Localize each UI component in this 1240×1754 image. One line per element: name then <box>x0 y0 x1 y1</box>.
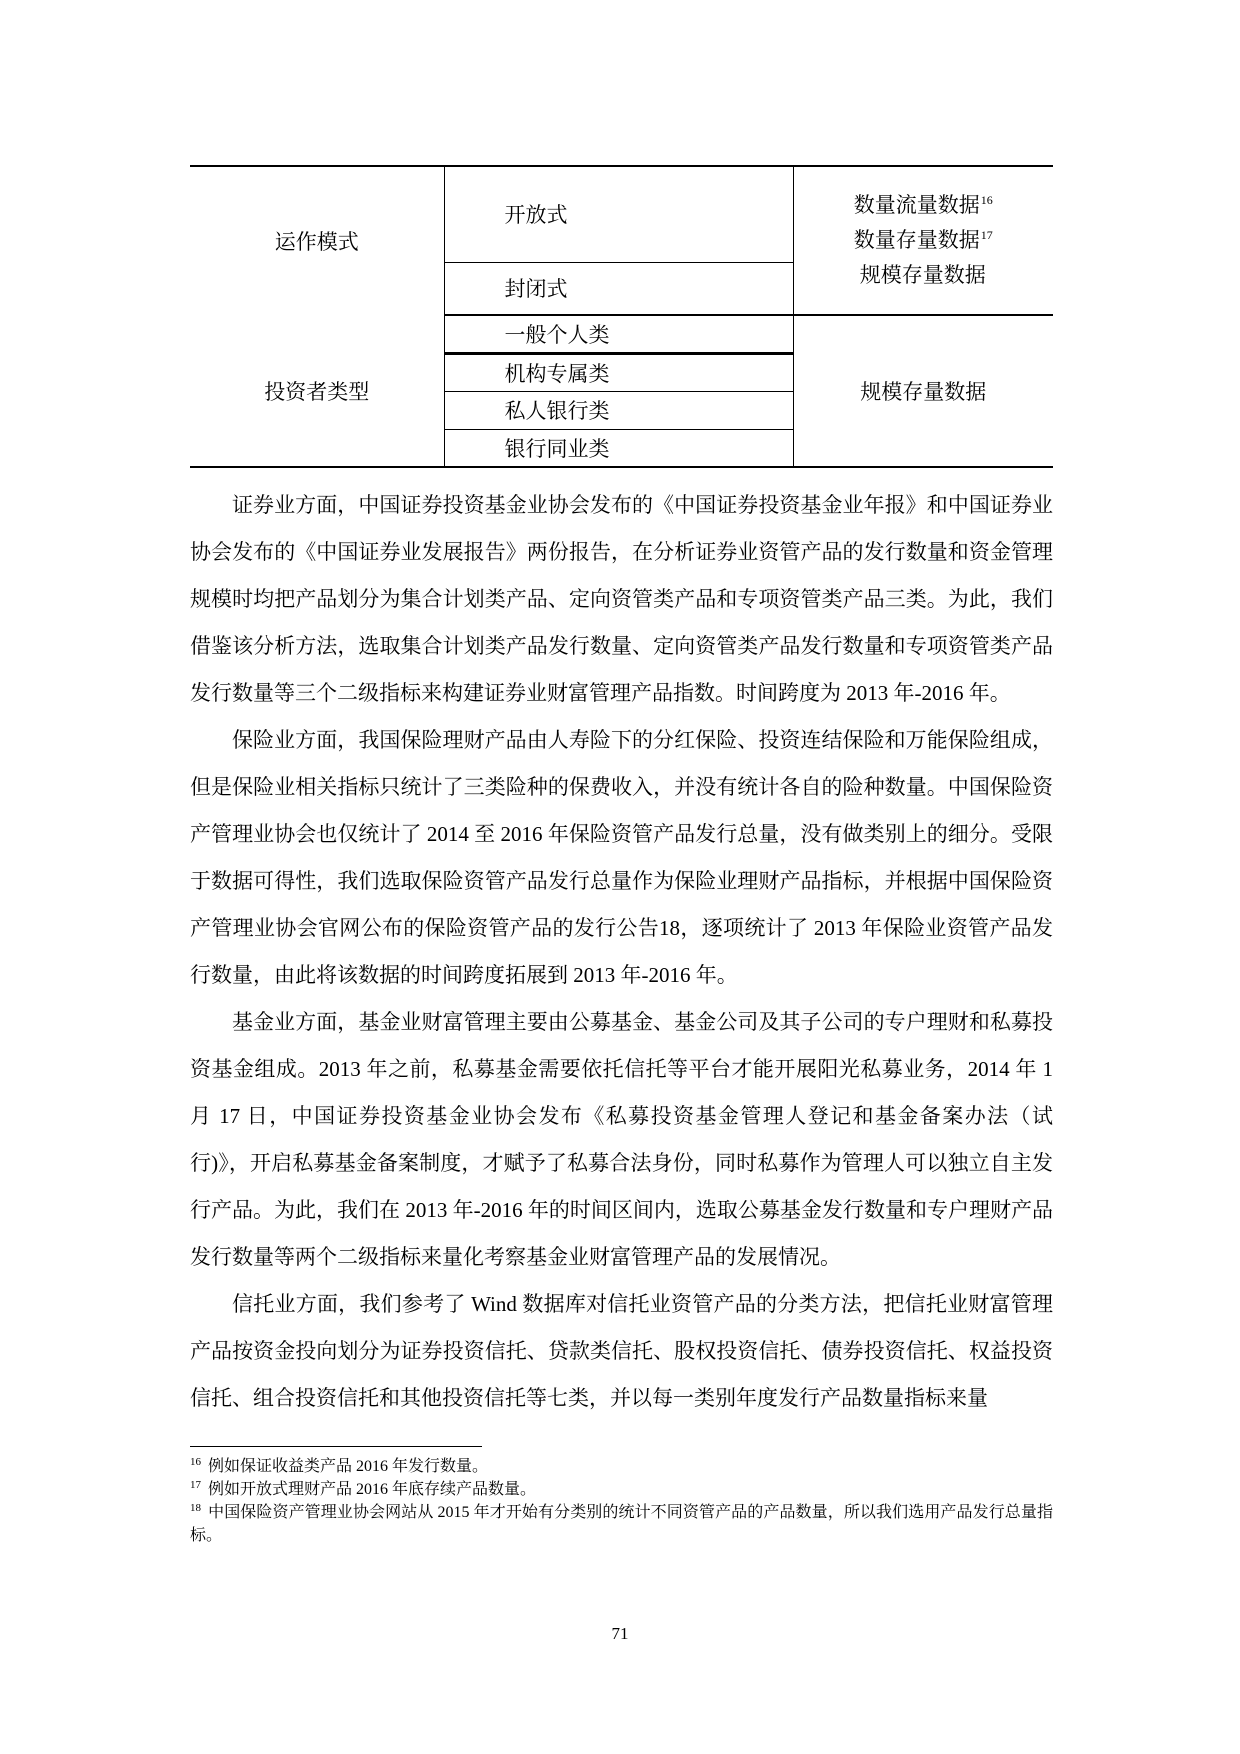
footnotes-section <box>190 1446 1053 1547</box>
footnote-marker: 18 <box>190 1501 201 1514</box>
footnote-marker: 17 <box>190 1478 201 1491</box>
table-cell-subtype-private-banking: 私人银行类 <box>444 391 793 429</box>
indicator-text: 数量流量数据 <box>853 193 980 217</box>
indicator-footnote-ref: 16 <box>980 193 993 207</box>
table-cell-subtype-closed-end: 封闭式 <box>444 262 793 315</box>
footnote-17 <box>190 1478 1053 1501</box>
body-paragraph-securities: 证券业方面，中国证券投资基金业协会发布的《中国证券投资基金业年报》和中国证券业协会发布的《中国证券业发展报告》两份报告，在分析证券业资管产品的发行数量和资金管理规模时均把产品划分为集合计划类产品、定向资管类产品和专项资管类产品三类。为此，我们借鉴该分析方法，选取集合计划类产品发行数量、定向资管类产品发行数量和专项资管类产品发行数量等三个二级指标来构建证券业财富管理产品指数。时间跨度为 2013 年-2016 年。 <box>190 493 1053 705</box>
indicator-table <box>190 165 1053 468</box>
indicator-line <box>794 223 1054 258</box>
table-row <box>190 166 1053 262</box>
body-paragraph-insurance: 保险业方面，我国保险理财产品由人寿险下的分红保险、投资连结保险和万能保险组成，但是保险业相关指标只统计了三类险种的保费收入，并没有统计各自的险种数量。中国保险资产管理业协会也仅统计了 2014 至 2016 年保险资管产品发行总量，没有做类别上的细分。受限于数据可得性，我们选取保险资管产品发行总量作为保险业理财产品指标，并根据中国保险资产管理业协会官网公布的保险资管产品的发行公告18，逐项统计了 2013 年保险业资管产品发行数量，由此将该数据的时间跨度拓展到 2013 年-2016 年。 <box>190 728 1053 987</box>
footnote-text: 例如保证收益类产品 2016 年发行数量。 <box>208 1458 489 1475</box>
footnote-16 <box>190 1455 1053 1478</box>
table-cell-indicators-investor-type: 规模存量数据 <box>860 380 987 404</box>
table-cell-subtype-interbank: 银行同业类 <box>444 429 793 467</box>
table-row <box>190 315 1053 353</box>
body-paragraph-trust: 信托业方面，我们参考了 Wind 数据库对信托业资管产品的分类方法，把信托业财富管理产品按资金投向划分为证券投资信托、贷款类信托、股权投资信托、债券投资信托、权益投资信托、组合投资信托和其他投资信托等七类，并以每一类别年度发行产品数量指标来量 <box>190 1292 1053 1410</box>
footnote-text: 例如开放式理财产品 2016 年底存续产品数量。 <box>208 1481 537 1498</box>
footnote-separator <box>190 1446 482 1447</box>
footnote-text: 中国保险资产管理业协会网站从 2015 年才开始有分类别的统计不同资管产品的产品数量，所以我们选用产品发行总量指标。 <box>190 1504 1053 1544</box>
body-text <box>190 482 1053 1422</box>
table-cell-category-operation-mode: 运作模式 <box>190 166 444 315</box>
page-number: 71 <box>611 1624 629 1643</box>
table-cell-indicators-operation-mode <box>793 166 1053 315</box>
indicator-text: 数量存量数据 <box>853 228 980 252</box>
footnote-marker: 16 <box>190 1455 201 1468</box>
indicator-footnote-ref: 17 <box>980 228 993 242</box>
table-cell-subtype-institution-exclusive: 机构专属类 <box>444 353 793 391</box>
table-cell-subtype-general-individual: 一般个人类 <box>444 315 793 353</box>
table-cell-category-investor-type: 投资者类型 <box>190 315 444 467</box>
indicator-line <box>794 258 1054 293</box>
indicator-line <box>794 188 1054 223</box>
indicator-text: 规模存量数据 <box>859 263 986 287</box>
table-cell-subtype-open-end: 开放式 <box>444 166 793 262</box>
body-paragraph-funds: 基金业方面，基金业财富管理主要由公募基金、基金公司及其子公司的专户理财和私募投资基金组成。2013 年之前，私募基金需要依托信托等平台才能开展阳光私募业务，2014 年 1 月 17 日，中国证券投资基金业协会发布《私募投资基金管理人登记和基金备案办法（试行)》，开启私募基金备案制度，才赋予了私募合法身份，同时私募作为管理人可以独立自主发行产品。为此，我们在 2013 年-2016 年的时间区间内，选取公募基金发行数量和专户理财产品发行数量等两个二级指标来量化考察基金业财富管理产品的发展情况。 <box>190 1010 1053 1269</box>
footnote-18 <box>190 1501 1053 1547</box>
